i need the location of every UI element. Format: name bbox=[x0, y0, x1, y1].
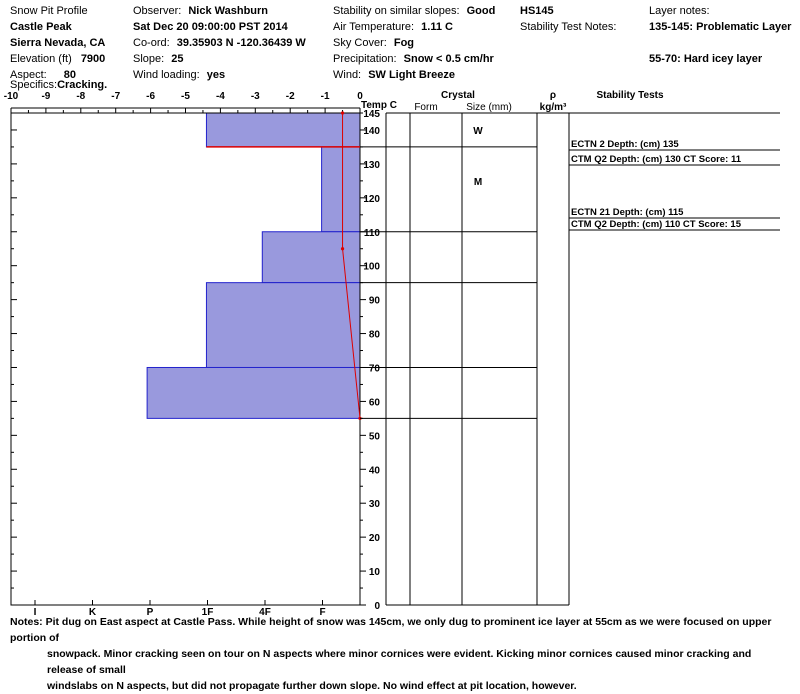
form-column-header: Form bbox=[414, 102, 438, 113]
temperature-point bbox=[341, 111, 344, 114]
region-name: Sierra Nevada, CA bbox=[10, 37, 106, 49]
hs-value: HS145 bbox=[520, 5, 554, 17]
hardness-layer-bar bbox=[206, 113, 360, 147]
layer-note-1: 135-145: Problematic Layer bbox=[649, 21, 792, 33]
wind-loading-label: Wind loading: bbox=[133, 69, 200, 81]
temp-tick-label: -9 bbox=[41, 91, 51, 102]
temp-tick-label: -1 bbox=[320, 91, 330, 102]
layer-note-2: 55-70: Hard icey layer bbox=[649, 53, 763, 65]
air-temp-label: Air Temperature: bbox=[333, 21, 415, 33]
temp-tick-label: -4 bbox=[215, 91, 225, 102]
temp-tick-label: 0 bbox=[357, 91, 363, 102]
depth-tick-label: 100 bbox=[363, 261, 380, 273]
aspect-label: Aspect: bbox=[10, 69, 47, 81]
depth-tick-label: 20 bbox=[368, 533, 380, 545]
elevation-label: Elevation (ft) bbox=[10, 53, 72, 65]
observation-date: Sat Dec 20 09:00:00 PST 2014 bbox=[133, 21, 288, 33]
notes-label: Notes: bbox=[10, 616, 43, 628]
depth-tick-label: 110 bbox=[363, 227, 380, 239]
slope-value: 25 bbox=[171, 53, 184, 65]
stability-notes-label: Stability Test Notes: bbox=[520, 21, 617, 33]
observer-label: Observer: bbox=[133, 5, 182, 17]
stability-tests-header: Stability Tests bbox=[596, 90, 664, 101]
location-name: Castle Peak bbox=[10, 21, 72, 33]
notes-line-1: Pit dug on East aspect at Castle Pass. While height of snow was 145cm, we only dug to prominent ice layer at 55cm as we were focused on upper portion of bbox=[10, 616, 772, 644]
wind-loading-value: yes bbox=[206, 69, 226, 81]
temp-tick-label: -8 bbox=[76, 91, 86, 102]
profile-table bbox=[360, 113, 780, 605]
hardness-layers bbox=[147, 113, 360, 418]
coord-label: Co-ord: bbox=[133, 37, 170, 49]
observer-value: Nick Washburn bbox=[188, 5, 269, 17]
depth-tick-label: 70 bbox=[368, 363, 380, 375]
stability-test-entry: CTM Q2 Depth: (cm) 130 CT Score: 11 bbox=[571, 154, 741, 165]
depth-tick-label: 50 bbox=[368, 431, 380, 443]
rho-unit-header: kg/m³ bbox=[539, 102, 567, 113]
specifics-label: Specifics: bbox=[10, 79, 58, 91]
size-column-header: Size (mm) bbox=[466, 102, 512, 113]
wind-value: SW Light Breeze bbox=[368, 69, 455, 81]
air-temp-value: 1.11 C bbox=[421, 21, 453, 33]
profile-title: Snow Pit Profile bbox=[10, 5, 88, 17]
specifics-value: Cracking. bbox=[57, 79, 108, 91]
precip-label: Precipitation: bbox=[333, 53, 397, 65]
depth-tick-label: 0 bbox=[374, 601, 380, 612]
aspect-value: 80 bbox=[63, 69, 76, 81]
hardness-layer-bar bbox=[322, 147, 360, 232]
grain-size-label: M bbox=[473, 176, 483, 188]
depth-tick-label: 130 bbox=[363, 159, 380, 171]
coord-value: 39.35903 N -120.36439 W bbox=[176, 37, 306, 49]
notes-section bbox=[10, 614, 790, 694]
hardness-tick-label: 4F bbox=[259, 607, 271, 618]
hardness-tick-label: 1F bbox=[201, 607, 214, 618]
depth-tick-label: 60 bbox=[368, 397, 380, 409]
temp-tick-label: -3 bbox=[250, 91, 260, 102]
temp-tick-label: -10 bbox=[3, 91, 19, 102]
depth-tick-label: 120 bbox=[363, 193, 380, 205]
layer-notes-label: Layer notes: bbox=[649, 5, 710, 17]
temp-column-header: Temp C bbox=[361, 100, 397, 111]
elevation-value: 7900 bbox=[80, 53, 106, 65]
depth-tick-label: 90 bbox=[368, 295, 380, 307]
depth-tick-label: 30 bbox=[368, 499, 380, 511]
rho-column-header: ρ bbox=[549, 90, 557, 101]
temp-tick-label: -2 bbox=[285, 91, 295, 102]
stability-test-entry: ECTN 2 Depth: (cm) 135 bbox=[571, 139, 679, 150]
hardness-layer-bar bbox=[147, 367, 360, 418]
temperature-point bbox=[341, 247, 344, 250]
stability-label: Stability on similar slopes: bbox=[333, 5, 460, 17]
hardness-tick-label: I bbox=[33, 607, 37, 618]
depth-tick-label: 145 bbox=[363, 109, 380, 120]
chart-labels bbox=[361, 90, 664, 113]
depth-tick-label: 40 bbox=[368, 465, 380, 477]
grain-size-label: W bbox=[473, 125, 483, 137]
notes-line-2: snowpack. Minor cracking seen on tour on N aspects where minor cornices were evident. Kicking minor cornices caused minor cracking and release of small bbox=[47, 648, 752, 676]
crystal-column-header: Crystal bbox=[441, 90, 475, 101]
temp-tick-label: -6 bbox=[146, 91, 156, 102]
precip-value: Snow < 0.5 cm/hr bbox=[403, 53, 494, 65]
hardness-tick-label: P bbox=[146, 607, 154, 618]
depth-tick-label: 80 bbox=[368, 329, 380, 341]
sky-label: Sky Cover: bbox=[333, 37, 387, 49]
hardness-layer-bar bbox=[206, 283, 360, 368]
temp-tick-label: -5 bbox=[181, 91, 190, 102]
sky-value: Fog bbox=[393, 37, 415, 49]
notes-line-3: windslabs on N aspects, but did not propagate further down slope. No wind effect at pit location, however. bbox=[47, 680, 577, 692]
stability-test-entry: ECTN 21 Depth: (cm) 115 bbox=[571, 207, 684, 218]
stability-value: Good bbox=[466, 5, 496, 17]
temp-tick-label: -7 bbox=[111, 91, 121, 102]
stability-test-entry: CTM Q2 Depth: (cm) 110 CT Score: 15 bbox=[571, 219, 741, 230]
hardness-tick-label: K bbox=[88, 607, 97, 618]
slope-label: Slope: bbox=[133, 53, 165, 65]
hardness-tick-label: F bbox=[319, 607, 326, 618]
depth-tick-label: 140 bbox=[363, 125, 380, 137]
wind-label: Wind: bbox=[333, 69, 362, 81]
depth-tick-label: 10 bbox=[368, 567, 380, 579]
